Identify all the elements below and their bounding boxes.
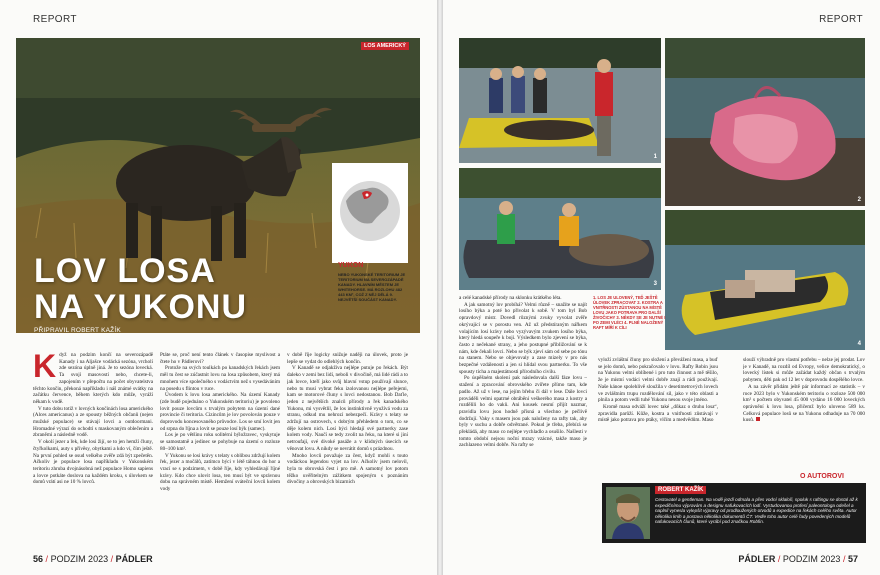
section-label: REPORT	[33, 14, 77, 25]
photo-moose-carcass	[665, 38, 865, 206]
paragraph: vyloží zvláštní čluny pro složení a převážení masa, a buď se jelo domů, nebo pokračovalo v lovu. Rafty Robin jsou na Yukonu velmi oblíbené i pro tuto činnost a mě těšilo, že je místní vodáci velmi dobře znají a rádi používají. Naše kánoe spolehlivě sloužila v desetimetrových lovech ve zvláštním trupu rozdělování sil, jako v této oblasti a plnila a potom vedli tuhé Yukonu nesou svoje jméno.	[598, 357, 718, 404]
paragraph-text: dyž na podzim končí na severozápadě Kanady i na Aljašce vodácká sezóna, vrcholí zde sezóna úplně jiná. Je to sezóna lovecká. Ta svojí masovostí nebo, chcete-li, zapojením v přepočtu na počet obyvatelstva těchto končin, překoná napříkladu i náš známé svátky na začátku července, během kterých kdo může, vyráží někam k vodě.	[33, 352, 153, 405]
paragraph-text: A na závěr přidám ještě pár informací ze statistik – v roce 2023 bylo v Yukonském teritoriu o rozloze 500 000 km² s počtem obyvatel 45 000 vydáno 16 000 loveckých oprávnění k lovu losa, přičemž bylo uloveno 589 ks. Celková populace losů se na Yukonu odhaduje na 70 000 kusů.	[743, 383, 865, 424]
paragraph: a celé kanadské přírody na sklonku krátkého léta.	[459, 295, 562, 301]
paragraph: V Yukonu se losi krávy s telaty s oblibou zdržují kolem řek, jezer a močálů, zatímco býci v létě táhnou do hor a vrací se s podzimem, v době říje, kdy vyhledávají říjné krávy. Kdo chce ulovit losa, ten musí být ve správnou dobu na správném místě. Hemžení sváteční lovců kolem vody	[160, 452, 280, 493]
issue-label: PODZIM 2023	[50, 554, 109, 564]
hunters-scene	[459, 38, 661, 163]
photo-number: 1	[653, 154, 657, 160]
page-footer-left: 56 / PODZIM 2023 / PÁDLER	[33, 554, 153, 564]
paragraph: V Kanadě se odjakživa nejlépe putuje po řekách. Být daleko v zemi bez lidí, neboli v divočině, má lidé rádi a to jak lovce, kteří jako svůj hlavní vstup používají slunce, nebo tu musí vybrat feku izolovanou nejlépe peřejemi, kam se motorové čluny s lovci nedostanou. Bob Daťle, jeden z největších znalců přírody a řek kanadského Yukonu, mi vysvětlil, že los instinktivně využívá vodu za stranu, odkud mu nehrozí nebezpečí. Krávy s telaty se zdržují na ostrovech, s dobrým přehledem o tom, co se děje kolem nich. Losí býci hledají své partnerky zase kolem vody. Naučí se tedy zvolit na řeku, na které si jiní netroufají, své divoké pasáže a v klidných úsecích se věnovat lovu. A nikdy se nevrátit domů s prázdnou.	[287, 365, 408, 452]
photo-number: 2	[857, 197, 861, 203]
photo-hunters-raft	[459, 38, 661, 163]
left-page	[0, 0, 437, 575]
text-column-2	[160, 352, 280, 547]
paragraph: Po úspěšném skolení pak následovala další fáze lovu – stažení a zpracování obrovského zvířete přímo tam, kde padlo. Až už v lese, na jejím břehu či dál v lese. Dále lovci prováděli velmi opatrné obrábění veškerého masa z kostry a rozdělili ho do vaků. Ani kousek nesmí přijít nazmar, pravidla lovu jsou hodně přísná a všechno je pečlivě dodržují. Vaky s masem jsou pak naloženy na rafty tak, aby byly v suchu a dobře odvětrané. Pokud je třeba, přebírá se překládá, aby maso co nejlépe vychladlo a osušilo. Našlesti v tomto období nejsou noční mrazy vzácné, takže maso je zachlazeno velmi dobře. Na rafty se	[459, 375, 587, 449]
drop-cap: K	[33, 352, 57, 384]
magazine-name: PÁDLER	[115, 554, 153, 564]
page-number: 56	[33, 554, 44, 564]
photo-loaded-raft	[665, 210, 865, 350]
author-box	[602, 483, 866, 543]
rafting-scene	[459, 168, 661, 290]
paragraph: V tuto dobu totiž v lovných končinách losa amerického (Alces americanus) a ze spousty běžných občanů (nejen mužské populace) se stávají lovci a outdoormani. Hromadné výrazí do ochodtí s maskovaným oblečením a zbraněmi a následně vodě.	[33, 405, 153, 439]
photo-rafting	[459, 168, 661, 290]
author-avatar-icon	[606, 487, 650, 539]
species-tag: LOS AMERICKÝ	[361, 42, 409, 50]
photo-caption: 1. LOS JE ULOVENÝ, TEĎ JEŠTĚ ÚLOVEK ZPRACOVAT 2. KOSTRA A VNITŘNOSTI ZŮSTANOU NA MÍSTĚ LOVU JAKO POTRAVA PRO DALŠÍ ŽIVOČICHY 3. NĚKDY SE JE NUTNÉ I PO ZEMI VLÉCI 4. PLNĚ NALOŽENÝ RAFT MÍŘÍ K CÍLI	[593, 295, 666, 330]
paragraph: v době říje logicky snižuje naději na úlovek, proto je lepše se vydat do odlehlých končin.	[287, 352, 408, 365]
paragraph: Úvodem k lovu losa amerického. Na území Kanady (zde budě pojednáno o Yukonském teritoriu) je povoleno lovit pouze lovcům s trvalým pobytem na území dané provincie či teritoria. Cizincům je lov povolován pouze v doprovodu koncesovaného průvodce. Los se smí lovit jen od srpna do října a lovit se pouze losí býk (samec).	[160, 392, 280, 432]
map-description: NEBO YUKONSKÉ TERITORIUM JE TERITORIUM NA SEVEROZÁPADĚ KANADY. HLAVNÍM MĚSTEM JE WHITEHORSE. MÁ ROZLOHU 482 443 KM², COŽ Z NĚJ DĚLÁ 9. NEJVĚTŠÍ SOUČÁST KANADY.	[338, 272, 406, 302]
issue-label: PODZIM 2023	[782, 554, 841, 564]
paragraph: Ptáte se, proč není tento článek v časopise myslivost a čtete ho v Pádlerovi?	[160, 352, 280, 365]
author-portrait	[606, 487, 650, 539]
map-globe	[332, 163, 408, 263]
author-bio: Cestovatel a gentleman. Na vodě jezdí odmala a přes vodní sklaloři, spoluk s raftingu se dostal až k expedičnímu výpravám a designu nafukovacích lodí. Vystudovanou profesí paleontologa odešel a naplnil vynesla vylepšit výpravy od prodloužených otvodů a expedice na řekách celého světa. Autor několika knih a postava několika dokumentů ČT. Vedle toho autor celé řady povedených modelů nafukovacích člunů, které vyrábí pod značkou Robfin.	[655, 497, 858, 525]
photo-number: 4	[857, 341, 861, 347]
paragraph	[743, 384, 865, 424]
carcass-scene	[665, 38, 865, 206]
page-number: 57	[847, 554, 858, 564]
right-page	[443, 0, 880, 575]
article-title: LOV LOSA NA YUKONU	[34, 252, 248, 326]
map-label: YUKON	[338, 262, 364, 269]
paragraph: Kromě masa odváží lovec také „důkaz o druhu losa“, zpravidla parůží. Kůže, kostra a vnitřnosti zůstávají v místě jako potrava pro ptáky, vlčím a medvědům. Maso	[598, 403, 718, 424]
paragraph	[33, 352, 153, 406]
author-name: ROBERT KAŽÍK	[655, 486, 706, 494]
loaded-raft-scene	[665, 210, 865, 350]
page-footer-right: PÁDLER / PODZIM 2023 / 57	[738, 554, 858, 564]
paragraph: Los je po většinu roku solitérní býložravec, vyskytuje se samostatně a jedinec se pohybuje na území o rozloze 80–100 km².	[160, 432, 280, 452]
text-column-2	[598, 357, 718, 479]
globe-icon	[332, 163, 408, 263]
paragraph: Protože na svých toulkách po kanadských řekách jsem měl tu čest se zúčastnit lovu na losa způsobem, který má mnohem více společného s vodáctvím než s vysedáváním na posedu s flintou v ruce.	[160, 365, 280, 392]
paragraph: A jak samotný lov probíhá? Velmi různě – snažíte se najít losího býka a poté ho přivolat k sobě. V tom byl Bob opravdový mistr. Dovedl různými zvuky vyvolat zvěře okrývající se v porostu ven. Až už předstíraným nářkem volajícím losí krávy nebo vyzývavým zvukem losího býka, který hledá soupeře k boji. Výsledkem bylo zjevení se býka, často z nečekané strany, a jeho postupné přibližování se k nám, kde čekali lovci. Nebo se býk zjeví sám od sebe po tónu na stanem. Nebo se objevovaly a zase mizely v pro nás bezpečné vzdálenosti a jen si hlídal svou partnerku. To vše spousty ticha a majestátnosti přírodního civilu.	[459, 301, 587, 375]
end-mark	[756, 417, 760, 421]
magazine-name: PÁDLER	[738, 554, 776, 564]
text-column-3	[287, 352, 408, 547]
byline: PŘIPRAVIL ROBERT KAŽÍK	[34, 327, 121, 333]
section-label: REPORT	[819, 14, 863, 25]
paragraph: V okolí jezer a řek, kde losi žijí, se to jen hemží čluny, čtyřkolkami, auty s přívěsy, obytkami a kdo ví, čím ještě. Na první pohled se osud velkého zvěře zdá být zpečetěn. Ačkoliv je populace losa napříkladu v Yukonském teritoriu zhruba dvojnásobná než populace Homo sapiens a lovce potkáte doslova na každém kroku, s úlovkem se domů vrátí asi ne 10 % lovců.	[33, 439, 153, 486]
text-column-3	[743, 357, 865, 469]
paragraph: slouží výhradně pro vlastní potřebu – nelze jej prodat. Lov je v Kanadě, na rozdíl od Evropy, velice demokratický, o lovecký lístek si může zažádat každý občan s trvalým pobytem, děti pak od 12 let v doprovodu dospělého lovce.	[743, 357, 865, 384]
photo-number: 3	[653, 281, 657, 287]
paragraph: Mnoho lovců považuje za čest, když mohli s touto vodáckou legendou vyjet na lov. Ačkoliv jsem nelovil, byla to obrovská čest i pro mě. A samotný lov potom těžko uvěřitelným zážitkem spojeným s poznáním divočiny a obrovských bizarních	[287, 452, 408, 486]
text-column-1	[459, 295, 587, 545]
author-section-label: O AUTOROVI	[800, 473, 844, 480]
text-column-1	[33, 352, 153, 547]
